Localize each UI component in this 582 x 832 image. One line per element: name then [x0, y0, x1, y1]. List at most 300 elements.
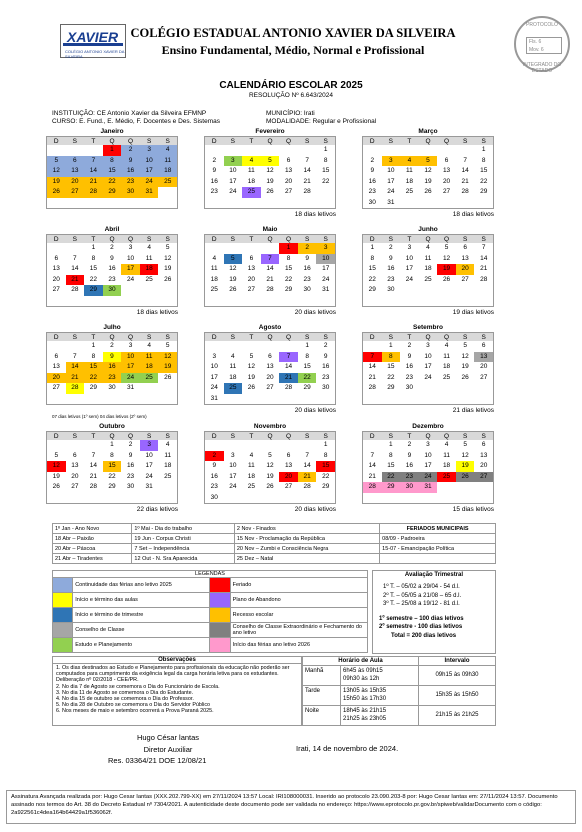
day-cell: 15 [322, 167, 330, 174]
day-cell: 1 [389, 441, 393, 448]
day-cell: 30 [210, 493, 218, 501]
day-cell: 23 [103, 373, 122, 384]
day-cell: 13 [284, 462, 293, 469]
day-cell: 18 [140, 362, 159, 373]
holiday-cell: 21 Abr – Tiradentes [53, 554, 132, 564]
weekday-header: D [47, 332, 66, 341]
day-cell [456, 198, 475, 209]
day-cell [158, 383, 177, 394]
day-cell [419, 145, 438, 156]
day-cell [474, 394, 493, 405]
day-cell [437, 493, 456, 504]
weekday-header: S [382, 234, 401, 243]
weekday-header: S [224, 136, 243, 145]
day-cell: 25 [224, 383, 243, 394]
signature-date: Irati, 14 de novembro de 2024. [296, 744, 399, 753]
day-cell: 16 [126, 462, 135, 469]
day-cell: 21 [461, 177, 469, 185]
day-cell: 9 [323, 352, 328, 360]
day-cell: 15 [103, 461, 122, 472]
day-cell: 28 [84, 187, 103, 198]
day-cell: 8 [286, 254, 291, 262]
day-cell: 14 [71, 265, 79, 272]
day-cell: 1 [103, 145, 122, 156]
letivos-count: 19 dias letivos [452, 309, 494, 316]
day-cell: 16 [387, 265, 395, 272]
day-cell: 16 [303, 265, 311, 272]
weekday-header: S [456, 234, 475, 243]
day-cell: 24 [229, 483, 237, 490]
day-cell: 4 [165, 441, 170, 448]
day-cell: 25 [247, 483, 256, 490]
month-title: Abril [104, 226, 120, 233]
day-cell: 10 [424, 352, 432, 360]
day-cell: 30 [108, 384, 116, 391]
weekday-header: Q [103, 431, 122, 440]
day-cell: 11 [140, 352, 159, 363]
weekday-header: S [298, 136, 317, 145]
signature-res: Res. 03364/21 DOE 12/08/21 [108, 756, 207, 765]
day-cell: 21 [89, 472, 98, 480]
weekday-header: S [224, 332, 243, 341]
day-cell: 14 [461, 167, 469, 174]
julho-note: 07 dias letivos (1º sem) 04 dias letivos (2º sem) [52, 414, 147, 419]
weekday-header: Q [103, 234, 122, 243]
weekday-header: S [474, 136, 493, 145]
day-cell: 22 [103, 177, 122, 188]
day-cell: 27 [66, 187, 85, 198]
day-cell [47, 296, 66, 307]
day-cell [47, 145, 66, 156]
day-cell: 10 [229, 462, 237, 469]
day-cell: 28 [461, 188, 469, 195]
day-cell: 15 [480, 167, 488, 174]
day-cell: 2 [110, 244, 114, 251]
day-cell: 23 [126, 472, 135, 480]
day-cell [205, 198, 224, 209]
weekday-header: D [47, 136, 66, 145]
legend-label: Conselho de Classe Extraordinário e Fechamento do ano letivo [230, 623, 367, 638]
day-cell [298, 145, 317, 156]
day-cell: 12 [442, 254, 451, 262]
day-cell: 30 [405, 384, 414, 391]
day-cell: 29 [387, 384, 395, 391]
day-cell: 18 [424, 265, 432, 272]
day-cell [121, 296, 140, 307]
day-cell: 3 [128, 244, 133, 251]
day-cell: 1 [110, 441, 114, 448]
day-cell: 6 [481, 342, 486, 349]
day-cell: 12 [461, 451, 469, 459]
day-cell [84, 493, 103, 504]
day-cell: 22 [368, 275, 376, 283]
month-junho [362, 226, 494, 316]
day-cell: 15 [103, 166, 122, 177]
school-subtitle: Ensino Fundamental, Médio, Normal e Profissional [161, 43, 425, 57]
day-cell: 1 [323, 441, 328, 448]
day-cell: 5 [224, 254, 243, 265]
day-cell: 8 [103, 156, 122, 167]
day-cell: 5 [419, 156, 438, 167]
day-cell [47, 493, 66, 504]
day-cell [363, 296, 382, 307]
day-cell: 16 [322, 363, 330, 370]
day-cell [316, 187, 335, 198]
holiday-cell: 15-07 - Emancipação Política [380, 544, 496, 554]
day-cell: 28 [66, 383, 85, 394]
day-cell: 21 [279, 373, 298, 384]
day-cell [363, 440, 382, 451]
day-cell [437, 482, 456, 493]
day-cell [205, 145, 224, 156]
day-cell: 4 [147, 244, 151, 251]
day-cell [298, 198, 317, 209]
day-cell: 21 [84, 177, 103, 188]
day-cell [298, 493, 317, 504]
day-cell: 30 [103, 285, 122, 296]
weekday-header: S [158, 332, 177, 341]
day-cell [158, 296, 177, 307]
day-cell [84, 394, 103, 405]
day-cell: 3 [212, 352, 217, 360]
weekday-header: T [400, 234, 419, 243]
day-cell: 17 [405, 265, 414, 272]
legend-label: Plano de Abandono [230, 593, 367, 608]
school-logo: XAVIER COLÉGIO ANTONIO XAVIER DA SILVEIRA [60, 24, 126, 58]
day-cell: 14 [84, 166, 103, 177]
day-cell: 23 [400, 472, 419, 483]
day-cell: 7 [370, 451, 375, 459]
day-cell: 18 [158, 166, 177, 177]
day-cell: 9 [305, 254, 309, 262]
day-cell: 29 [382, 482, 401, 493]
day-cell: 27 [474, 472, 493, 483]
day-cell: 5 [47, 156, 66, 167]
day-cell: 18 [229, 373, 237, 381]
day-cell [103, 493, 122, 504]
day-cell [456, 285, 475, 296]
day-cell: 12 [266, 462, 274, 469]
day-cell: 5 [165, 244, 170, 251]
day-cell: 23 [108, 275, 116, 283]
day-cell: 24 [121, 373, 140, 384]
day-cell: 11 [443, 451, 450, 459]
month-agosto [204, 324, 336, 414]
day-cell [279, 296, 298, 307]
weekday-header: Q [437, 431, 456, 440]
day-cell [279, 145, 298, 156]
day-cell [363, 341, 382, 352]
day-cell [261, 341, 280, 352]
weekday-header: S [474, 332, 493, 341]
weekday-header: Q [103, 332, 122, 341]
day-cell: 22 [382, 472, 401, 483]
day-cell: 3 [140, 145, 159, 156]
day-cell: 4 [249, 451, 254, 459]
day-cell: 22 [387, 373, 395, 381]
day-cell: 15 [303, 363, 311, 370]
day-cell: 29 [480, 188, 488, 195]
day-cell: 14 [89, 462, 98, 469]
day-cell: 17 [229, 472, 237, 480]
day-cell: 16 [405, 363, 414, 370]
schedule-row: Manhã 6h45 às 09h15 09h30 às 12h 09h15 às 09h30 [303, 666, 495, 686]
day-cell [224, 198, 243, 209]
holiday-cell: 25 Dez – Natal [234, 554, 379, 564]
day-cell: 6 [286, 156, 291, 164]
day-cell [47, 198, 66, 209]
weekday-header: D [363, 136, 382, 145]
weekday-header: Q [121, 332, 140, 341]
day-cell: 19 [266, 472, 274, 480]
letivos-count: 18 dias letivos [136, 309, 178, 316]
day-cell: 15 [89, 265, 98, 272]
day-cell: 8 [370, 254, 375, 262]
day-cell [456, 394, 475, 405]
day-cell: 25 [405, 188, 414, 195]
day-cell [316, 296, 335, 307]
day-cell: 14 [480, 254, 488, 262]
day-cell: 25 [424, 275, 432, 283]
weekday-header: T [400, 136, 419, 145]
day-cell: 2 [370, 156, 375, 164]
day-cell [261, 493, 280, 504]
month-dezembro [362, 423, 494, 513]
weekday-header: Q [437, 332, 456, 341]
day-cell: 5 [165, 342, 170, 349]
day-cell: 2 [407, 441, 412, 448]
day-cell [261, 394, 280, 405]
day-cell: 9 [212, 462, 217, 469]
day-cell [66, 296, 85, 307]
day-cell: 10 [316, 254, 335, 265]
day-cell: 2 [298, 243, 317, 254]
day-cell: 6 [73, 451, 77, 459]
weekday-header: Q [419, 234, 438, 243]
weekday-header: S [474, 234, 493, 243]
day-cell [419, 394, 438, 405]
day-cell: 7 [305, 156, 309, 164]
month-julho [46, 324, 178, 405]
weekday-header: S [66, 431, 85, 440]
day-cell: 3 [426, 441, 430, 448]
weekday-header: T [242, 431, 261, 440]
day-cell: 15 [84, 362, 103, 373]
day-cell: 4 [444, 342, 449, 349]
day-cell: 1 [389, 342, 393, 349]
weekday-header: S [66, 332, 85, 341]
day-cell: 11 [248, 462, 255, 469]
day-cell: 20 [52, 275, 60, 283]
day-cell: 18 [247, 472, 256, 480]
weekday-header: S [298, 431, 317, 440]
weekday-header: T [242, 136, 261, 145]
day-cell [140, 296, 159, 307]
day-cell: 1 [91, 342, 96, 349]
day-cell [66, 493, 85, 504]
day-cell: 27 [442, 188, 451, 195]
day-cell: 6 [268, 352, 272, 360]
day-cell [121, 493, 140, 504]
day-cell: 21 [66, 275, 85, 286]
holiday-cell [380, 554, 496, 564]
day-cell [279, 341, 298, 352]
day-cell: 10 [121, 352, 140, 363]
day-cell [261, 145, 280, 156]
day-cell: 6 [249, 254, 254, 262]
day-cell [158, 482, 177, 493]
day-cell: 17 [387, 177, 395, 185]
day-cell [242, 394, 261, 405]
day-cell: 22 [322, 177, 330, 185]
month-janeiro [46, 128, 178, 209]
day-cell: 17 [322, 265, 330, 272]
holiday-cell: 19 Jun - Corpus Christi [132, 534, 234, 544]
day-cell: 6 [286, 451, 291, 459]
letivos-count: 21 dias letivos [452, 407, 494, 414]
day-cell: 30 [126, 483, 135, 490]
legend-label: Início das férias ano letivo 2026 [230, 638, 367, 653]
day-cell [242, 440, 261, 451]
day-cell: 31 [419, 482, 438, 493]
month-title: Janeiro [100, 128, 124, 135]
day-cell: 28 [266, 286, 274, 293]
day-cell: 23 [303, 275, 311, 283]
day-cell: 31 [322, 286, 330, 293]
day-cell: 27 [480, 373, 488, 381]
day-cell [66, 243, 85, 254]
day-cell: 22 [480, 177, 488, 185]
day-cell: 25 [442, 373, 451, 381]
day-cell: 2 [323, 342, 328, 349]
day-cell [419, 493, 438, 504]
day-cell: 20 [284, 177, 293, 185]
day-cell: 19 [437, 264, 456, 275]
day-cell: 15 [368, 265, 376, 272]
day-cell: 7 [261, 254, 280, 265]
weekday-header: T [400, 431, 419, 440]
day-cell: 2 [121, 145, 140, 156]
weekday-header: S [456, 136, 475, 145]
month-title: Junho [418, 226, 438, 233]
weekday-header: Q [419, 136, 438, 145]
day-cell: 17 [424, 363, 432, 370]
day-cell: 22 [298, 373, 317, 384]
month-março [362, 128, 494, 218]
day-cell: 31 [126, 384, 135, 391]
day-cell [261, 243, 280, 254]
day-cell [84, 440, 103, 451]
day-cell: 26 [266, 188, 274, 195]
day-cell: 4 [426, 244, 430, 251]
day-cell: 2 [128, 441, 133, 448]
day-cell: 18 [164, 462, 172, 469]
day-cell: 5 [463, 441, 467, 448]
weekday-header: D [205, 136, 224, 145]
day-cell [242, 341, 261, 352]
day-cell: 13 [52, 363, 60, 370]
footer-signature-note: Assinatura Avançada realizada por: Hugo Cesar Iantas (XXX.202.799-XX) em 27/11/2024 13:57 Local: IRI108000031. Inserido ao protocolo 23.090.203-8 por: Hugo Cesar Iantas em: 27/11/2024 13:57. Documento assinado nos termos do Art. 38 do Decreto Estadual nº 7304/2021. A autenticidade deste documento pode ser validada no endereço: https://www.eprotocolo.pr.gov.br/spiweb/validarDocumento com o código: 2a922561c4dea164b64429a1f536062f. [6, 790, 576, 824]
day-cell: 1 [305, 342, 309, 349]
observations: Observações 1. Os dias destinados ao Estudo e Planejamento para profissionais da educação não poderão ser computados para cumprimento da exigência legal da carga horária letiva para os estudantes. Deliberação nº 02/2018 - CEE/PR. 2. No dia 7 de Agosto se comemora o Dia do Funcionário de Escola. 3. No dia 11 de Agosto se comemora o Dia do Estudante. 4. No dia 15 de outubro se comemora o Dia do Professor. 5. No dia 28 de Outubro se comemora o Dia do Servidor Público 6. Nos meses de maio e setembro ocorrerá a Prova Paraná 2025. [52, 656, 302, 726]
day-cell [242, 198, 261, 209]
day-cell: 10 [140, 156, 159, 167]
day-cell: 14 [66, 362, 85, 373]
day-cell: 2 [110, 342, 114, 349]
letivos-count: 18 dias letivos [452, 211, 494, 218]
day-cell: 11 [158, 156, 177, 167]
day-cell: 4 [147, 342, 151, 349]
legend-swatch [53, 593, 73, 608]
day-cell: 13 [474, 352, 493, 363]
day-cell [158, 394, 177, 405]
day-cell [47, 394, 66, 405]
day-cell: 29 [322, 483, 330, 490]
day-cell: 7 [73, 254, 77, 262]
day-cell: 5 [268, 451, 272, 459]
day-cell [224, 440, 243, 451]
day-cell: 30 [121, 187, 140, 198]
day-cell: 8 [110, 451, 114, 459]
weekday-header: T [400, 332, 419, 341]
day-cell: 1 [323, 146, 328, 153]
day-cell: 3 [128, 342, 133, 349]
day-cell: 4 [444, 441, 449, 448]
day-cell: 9 [121, 156, 140, 167]
day-cell [400, 198, 419, 209]
weekday-header: T [242, 332, 261, 341]
day-cell: 22 [284, 275, 293, 283]
protocol-stamp: PROTOCOLO Fls. 6 Mov. 6 INTEGRADO DO ESTADO [514, 16, 570, 72]
day-cell: 31 [387, 198, 395, 206]
day-cell [437, 296, 456, 307]
day-cell: 11 [164, 451, 172, 459]
observation-item: 2. No dia 7 de Agosto se comemora o Dia do Funcionário de Escola. [56, 683, 220, 690]
day-cell: 24 [126, 275, 135, 283]
month-title: Maio [262, 226, 278, 233]
weekday-header: T [84, 136, 103, 145]
day-cell: 5 [261, 156, 280, 167]
day-cell [437, 145, 456, 156]
weekday-header: Q [279, 431, 298, 440]
day-cell: 6 [54, 352, 59, 360]
day-cell [382, 145, 401, 156]
day-cell [47, 341, 66, 352]
day-cell: 20 [66, 177, 85, 188]
day-cell: 25 [242, 187, 261, 198]
day-cell [140, 493, 159, 504]
schedule-box: Horário de Aula Intervalo Manhã 6h45 às 09h15 09h30 às 12h 09h15 às 09h30 Tarde 13h05 às 15h35 15h50 às 17h30 15h35 às 15h50 Noite 18h45 às 21h15 21h25 às 23h05 21h15 às 21h25 [302, 656, 496, 726]
day-cell: 17 [210, 373, 218, 381]
day-cell: 9 [370, 167, 375, 174]
legend-swatch [210, 638, 230, 653]
day-cell: 22 [108, 472, 116, 480]
day-cell: 26 [164, 373, 172, 381]
day-cell: 11 [248, 167, 255, 174]
legend-swatch [210, 608, 230, 623]
month-maio [204, 226, 336, 316]
day-cell: 27 [284, 483, 293, 490]
day-cell: 5 [444, 244, 449, 251]
day-cell: 3 [224, 156, 243, 167]
day-cell: 11 [424, 254, 432, 262]
letivos-count: 18 dias letivos [294, 211, 336, 218]
day-cell [474, 383, 493, 394]
weekday-header: T [242, 234, 261, 243]
weekday-header: T [84, 332, 103, 341]
day-cell: 14 [368, 363, 376, 370]
day-cell: 13 [480, 451, 488, 459]
